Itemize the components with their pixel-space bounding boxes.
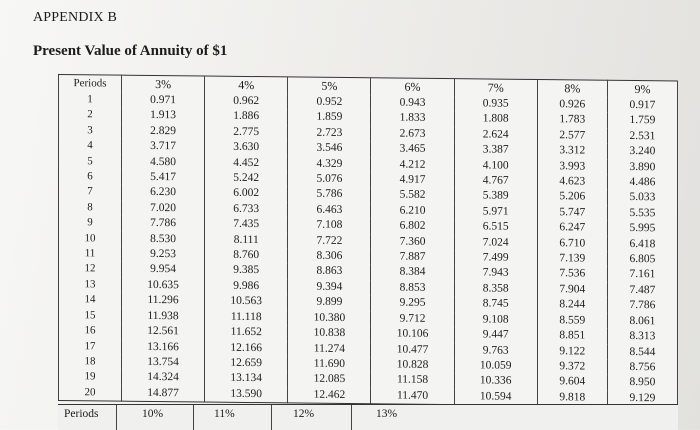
value-cell: 11.296 bbox=[122, 293, 205, 309]
value-cell: 7.722 bbox=[288, 233, 371, 249]
value-cell: 0.952 bbox=[288, 94, 371, 110]
value-cell: 6.002 bbox=[205, 186, 288, 202]
value-cell: 10.059 bbox=[454, 358, 537, 374]
column-header: Periods bbox=[59, 75, 122, 93]
value-cell: 2.723 bbox=[288, 125, 371, 141]
value-cell: 8.306 bbox=[288, 248, 371, 264]
value-cell: 1.833 bbox=[371, 111, 454, 127]
value-cell: 6.733 bbox=[205, 201, 288, 217]
value-cell: 3.890 bbox=[607, 159, 677, 175]
value-cell: 9.447 bbox=[454, 327, 537, 343]
value-cell: 7.161 bbox=[607, 267, 677, 283]
value-cell: 4.767 bbox=[454, 173, 537, 189]
period-cell: 16 bbox=[59, 323, 122, 339]
value-cell: 9.394 bbox=[288, 279, 371, 295]
value-cell: 11.158 bbox=[371, 373, 454, 389]
value-cell: 12.166 bbox=[205, 340, 288, 356]
value-cell: 1.783 bbox=[537, 112, 607, 128]
value-cell: 9.763 bbox=[454, 343, 537, 359]
value-cell: 8.384 bbox=[371, 265, 454, 281]
value-cell: 3.240 bbox=[607, 144, 677, 160]
value-cell: 13.754 bbox=[122, 355, 205, 371]
value-cell: 6.710 bbox=[537, 236, 607, 252]
value-cell: 3.312 bbox=[537, 143, 607, 159]
period-cell: 9 bbox=[59, 215, 122, 231]
value-cell: 4.486 bbox=[607, 175, 677, 191]
value-cell: 11.118 bbox=[205, 309, 288, 325]
value-cell: 3.465 bbox=[371, 141, 454, 157]
value-cell: 0.935 bbox=[454, 96, 537, 112]
value-cell: 10.336 bbox=[454, 373, 537, 389]
value-cell: 9.899 bbox=[288, 295, 371, 311]
period-cell: 14 bbox=[59, 292, 122, 308]
value-cell: 13.590 bbox=[205, 386, 288, 403]
value-cell: 5.535 bbox=[607, 206, 677, 222]
value-cell: 14.324 bbox=[122, 370, 205, 386]
value-cell: 7.024 bbox=[454, 235, 537, 251]
value-cell: 8.244 bbox=[537, 297, 607, 313]
table-body bbox=[59, 92, 678, 407]
value-cell: 3.993 bbox=[537, 159, 607, 175]
value-cell: 4.100 bbox=[454, 158, 537, 174]
value-cell: 7.108 bbox=[288, 218, 371, 234]
period-cell: 2 bbox=[59, 107, 122, 123]
value-cell: 0.971 bbox=[122, 93, 205, 109]
value-cell: 2.775 bbox=[205, 124, 288, 140]
value-cell: 3.546 bbox=[288, 141, 371, 157]
value-cell: 9.818 bbox=[537, 390, 607, 407]
period-cell: 11 bbox=[59, 246, 122, 262]
value-cell: 1.859 bbox=[288, 110, 371, 126]
next-column-header: 10% bbox=[142, 408, 164, 420]
value-cell: 8.111 bbox=[205, 232, 288, 248]
value-cell: 2.531 bbox=[607, 129, 677, 145]
value-cell: 7.536 bbox=[537, 266, 607, 282]
value-cell: 5.582 bbox=[371, 188, 454, 204]
next-table-header bbox=[58, 404, 678, 430]
annuity-table-container bbox=[58, 74, 678, 420]
period-cell: 15 bbox=[59, 308, 122, 324]
column-header: 6% bbox=[371, 78, 454, 96]
period-cell: 5 bbox=[59, 154, 122, 170]
value-cell: 10.563 bbox=[205, 294, 288, 310]
value-cell: 1.808 bbox=[454, 112, 537, 128]
value-cell: 4.329 bbox=[288, 156, 371, 172]
column-header: 7% bbox=[454, 79, 537, 97]
value-cell: 12.085 bbox=[288, 372, 371, 388]
period-cell: 13 bbox=[59, 277, 122, 293]
value-cell: 6.247 bbox=[537, 220, 607, 236]
value-cell: 8.358 bbox=[454, 281, 537, 297]
value-cell: 11.938 bbox=[122, 308, 205, 324]
value-cell: 12.462 bbox=[288, 387, 371, 404]
value-cell: 8.756 bbox=[607, 360, 677, 376]
value-cell: 3.387 bbox=[454, 142, 537, 158]
value-cell: 8.950 bbox=[607, 375, 677, 391]
value-cell: 9.295 bbox=[371, 296, 454, 312]
period-cell: 3 bbox=[59, 123, 122, 139]
value-cell: 6.210 bbox=[371, 203, 454, 219]
value-cell: 11.690 bbox=[288, 356, 371, 372]
value-cell: 0.926 bbox=[537, 97, 607, 113]
value-cell: 8.313 bbox=[607, 329, 677, 345]
column-header: 3% bbox=[122, 75, 205, 93]
value-cell: 10.106 bbox=[371, 326, 454, 342]
value-cell: 8.760 bbox=[205, 248, 288, 264]
value-cell: 1.913 bbox=[122, 108, 205, 124]
value-cell: 9.122 bbox=[537, 344, 607, 360]
period-cell: 8 bbox=[59, 200, 122, 216]
value-cell: 7.786 bbox=[122, 216, 205, 232]
value-cell: 7.487 bbox=[607, 283, 677, 299]
value-cell: 6.802 bbox=[371, 219, 454, 235]
value-cell: 9.372 bbox=[537, 359, 607, 375]
value-cell: 3.630 bbox=[205, 140, 288, 156]
next-column-header: 12% bbox=[293, 408, 315, 420]
annuity-table bbox=[58, 74, 678, 408]
value-cell: 5.206 bbox=[537, 189, 607, 205]
value-cell: 2.577 bbox=[537, 128, 607, 144]
value-cell: 5.033 bbox=[607, 190, 677, 206]
value-cell: 9.604 bbox=[537, 374, 607, 390]
value-cell: 8.544 bbox=[607, 344, 677, 360]
value-cell: 6.230 bbox=[122, 185, 205, 201]
value-cell: 6.463 bbox=[288, 202, 371, 218]
period-cell: 17 bbox=[59, 339, 122, 355]
value-cell: 11.652 bbox=[205, 325, 288, 341]
value-cell: 11.274 bbox=[288, 341, 371, 357]
value-cell: 4.452 bbox=[205, 155, 288, 171]
period-cell: 19 bbox=[59, 369, 122, 385]
next-column-header: 13% bbox=[376, 408, 398, 420]
value-cell: 9.385 bbox=[205, 263, 288, 279]
column-header: 8% bbox=[537, 80, 607, 98]
value-cell: 0.917 bbox=[607, 98, 677, 114]
value-cell: 7.786 bbox=[607, 298, 677, 314]
value-cell: 2.673 bbox=[371, 126, 454, 142]
value-cell: 5.242 bbox=[205, 171, 288, 187]
table-title: Present Value of Annuity of $1 bbox=[33, 43, 228, 59]
value-cell: 11.470 bbox=[371, 388, 454, 405]
value-cell: 10.594 bbox=[454, 389, 537, 406]
value-cell: 8.061 bbox=[607, 313, 677, 329]
value-cell: 9.986 bbox=[205, 278, 288, 294]
value-cell: 10.477 bbox=[371, 342, 454, 358]
column-header: 5% bbox=[288, 77, 371, 95]
value-cell: 7.435 bbox=[205, 217, 288, 233]
value-cell: 7.499 bbox=[454, 250, 537, 266]
value-cell: 14.877 bbox=[122, 385, 205, 402]
value-cell: 12.561 bbox=[122, 324, 205, 340]
column-header: 4% bbox=[205, 76, 288, 94]
value-cell: 9.954 bbox=[122, 262, 205, 278]
value-cell: 7.887 bbox=[371, 249, 454, 265]
value-cell: 7.904 bbox=[537, 282, 607, 298]
value-cell: 4.623 bbox=[537, 174, 607, 190]
value-cell: 8.559 bbox=[537, 313, 607, 329]
period-cell: 7 bbox=[59, 184, 122, 200]
value-cell: 2.624 bbox=[454, 127, 537, 143]
period-cell: 4 bbox=[59, 138, 122, 154]
value-cell: 8.530 bbox=[122, 231, 205, 247]
value-cell: 0.962 bbox=[205, 94, 288, 110]
period-cell: 20 bbox=[59, 385, 122, 402]
next-column-header: 11% bbox=[214, 408, 235, 420]
value-cell: 6.418 bbox=[607, 236, 677, 252]
value-cell: 7.943 bbox=[454, 266, 537, 282]
value-cell: 9.108 bbox=[454, 312, 537, 328]
period-cell: 18 bbox=[59, 354, 122, 370]
value-cell: 8.863 bbox=[288, 264, 371, 280]
value-cell: 7.360 bbox=[371, 234, 454, 250]
value-cell: 5.971 bbox=[454, 204, 537, 220]
appendix-heading: APPENDIX B bbox=[33, 10, 118, 25]
value-cell: 5.389 bbox=[454, 189, 537, 205]
value-cell: 7.020 bbox=[122, 201, 205, 217]
value-cell: 8.745 bbox=[454, 296, 537, 312]
period-cell: 1 bbox=[59, 92, 122, 108]
value-cell: 5.076 bbox=[288, 171, 371, 187]
value-cell: 10.380 bbox=[288, 310, 371, 326]
value-cell: 0.943 bbox=[371, 95, 454, 111]
period-cell: 12 bbox=[59, 261, 122, 277]
value-cell: 12.659 bbox=[205, 355, 288, 371]
value-cell: 5.995 bbox=[607, 221, 677, 237]
value-cell: 5.786 bbox=[288, 187, 371, 203]
value-cell: 8.853 bbox=[371, 280, 454, 296]
value-cell: 7.139 bbox=[537, 251, 607, 267]
value-cell: 9.253 bbox=[122, 247, 205, 263]
value-cell: 1.886 bbox=[205, 109, 288, 125]
value-cell: 5.747 bbox=[537, 205, 607, 221]
value-cell: 10.635 bbox=[122, 278, 205, 294]
value-cell: 10.828 bbox=[371, 357, 454, 373]
value-cell: 5.417 bbox=[122, 170, 205, 186]
value-cell: 9.712 bbox=[371, 311, 454, 327]
value-cell: 10.838 bbox=[288, 326, 371, 342]
value-cell: 1.759 bbox=[607, 113, 677, 129]
value-cell: 8.851 bbox=[537, 328, 607, 344]
period-cell: 6 bbox=[59, 169, 122, 185]
value-cell: 4.212 bbox=[371, 157, 454, 173]
value-cell: 6.805 bbox=[607, 252, 677, 268]
column-header: 9% bbox=[607, 80, 677, 98]
value-cell: 13.166 bbox=[122, 339, 205, 355]
value-cell: 4.580 bbox=[122, 154, 205, 170]
value-cell: 9.129 bbox=[607, 390, 677, 407]
next-periods-label: Periods bbox=[64, 408, 99, 420]
value-cell: 3.717 bbox=[122, 139, 205, 155]
value-cell: 13.134 bbox=[205, 371, 288, 387]
value-cell: 4.917 bbox=[371, 172, 454, 188]
period-cell: 10 bbox=[59, 231, 122, 247]
value-cell: 2.829 bbox=[122, 123, 205, 139]
value-cell: 6.515 bbox=[454, 219, 537, 235]
